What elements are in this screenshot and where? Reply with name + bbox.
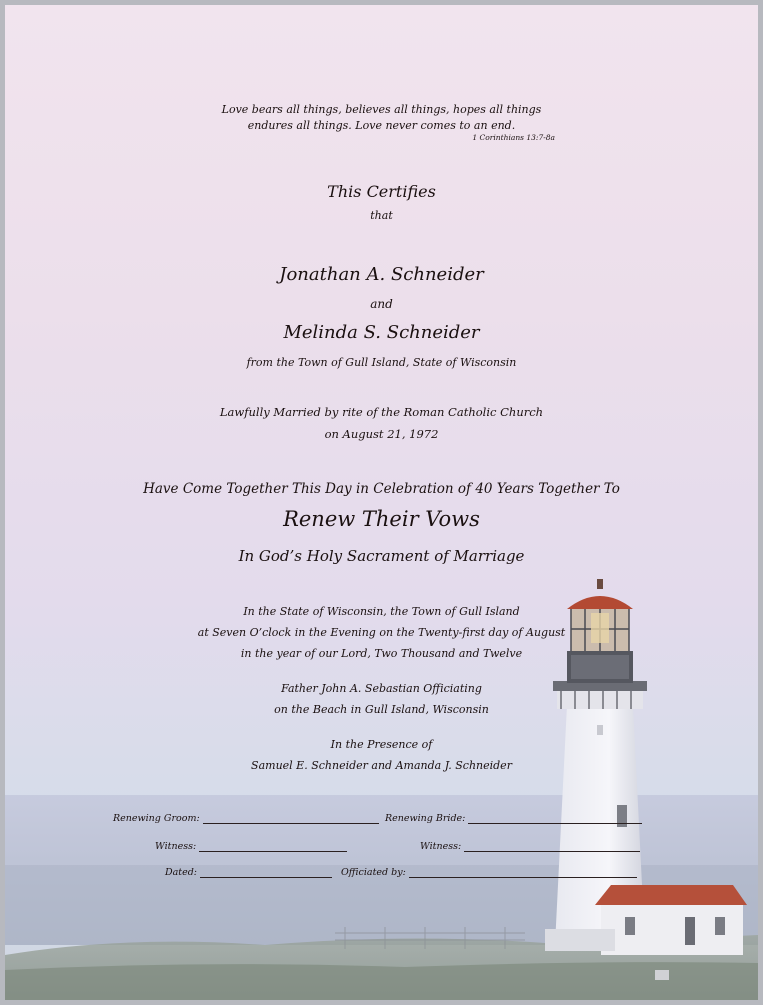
bride-signature-label: Renewing Bride: — [385, 813, 466, 824]
verse-citation: 1 Corinthians 13:7-8a — [472, 133, 555, 142]
witness-1-label: Witness: — [155, 841, 197, 852]
dated-label: Dated: — [165, 867, 198, 878]
ceremony-location: on the Beach in Gull Island, Wisconsin — [274, 703, 489, 716]
verse-line-2: endures all things. Love never comes to an end. — [247, 119, 516, 132]
marriage-rite: Lawfully Married by rite of the Roman Catholic Church — [219, 405, 544, 419]
hometown: from the Town of Gull Island, State of Wisconsin — [246, 356, 517, 369]
dated-signature — [165, 867, 332, 878]
groom-signature-line[interactable] — [203, 813, 379, 824]
bride-name: Melinda S. Schneider — [283, 322, 480, 343]
couple-and: and — [370, 297, 393, 311]
certifies-that: that — [370, 209, 393, 222]
witness-2-line[interactable] — [464, 841, 640, 852]
officiant: Father John A. Sebastian Officiating — [281, 682, 482, 695]
ceremony-line-3: in the year of our Lord, Two Thousand and Twelve — [240, 647, 523, 660]
bride-signature-line[interactable] — [468, 813, 642, 824]
renewal-headline: Renew Their Vows — [283, 507, 480, 531]
witness-2-signature — [420, 841, 640, 852]
witness-1-line[interactable] — [199, 841, 347, 852]
ceremony-line-2: at Seven O’clock in the Evening on the Twenty-first day of August — [197, 626, 566, 639]
groom-name: Jonathan A. Schneider — [279, 264, 484, 285]
officiated-signature — [341, 867, 637, 878]
witness-1-signature — [155, 841, 347, 852]
renewal-sacrament: In God’s Holy Sacrament of Marriage — [238, 547, 525, 565]
renewal-intro: Have Come Together This Day in Celebration of 40 Years Together To — [143, 481, 620, 497]
marriage-date: on August 21, 1972 — [324, 427, 439, 441]
lighthouse-illustration — [5, 5, 758, 1000]
presence-label: In the Presence of — [330, 738, 433, 751]
officiated-label: Officiated by: — [341, 867, 406, 878]
groom-signature-label: Renewing Groom: — [113, 813, 200, 824]
certifies-title: This Certifies — [327, 182, 436, 201]
officiated-line[interactable] — [409, 867, 637, 878]
groom-signature — [113, 813, 379, 824]
ceremony-line-1: In the State of Wisconsin, the Town of Gull Island — [243, 605, 520, 618]
witness-names: Samuel E. Schneider and Amanda J. Schneider — [251, 759, 512, 772]
witness-2-label: Witness: — [420, 841, 462, 852]
bride-signature — [385, 813, 642, 824]
verse-line-1: Love bears all things, believes all things, hopes all things — [221, 103, 542, 116]
keeper-house — [595, 885, 747, 955]
dated-line[interactable] — [200, 867, 332, 878]
